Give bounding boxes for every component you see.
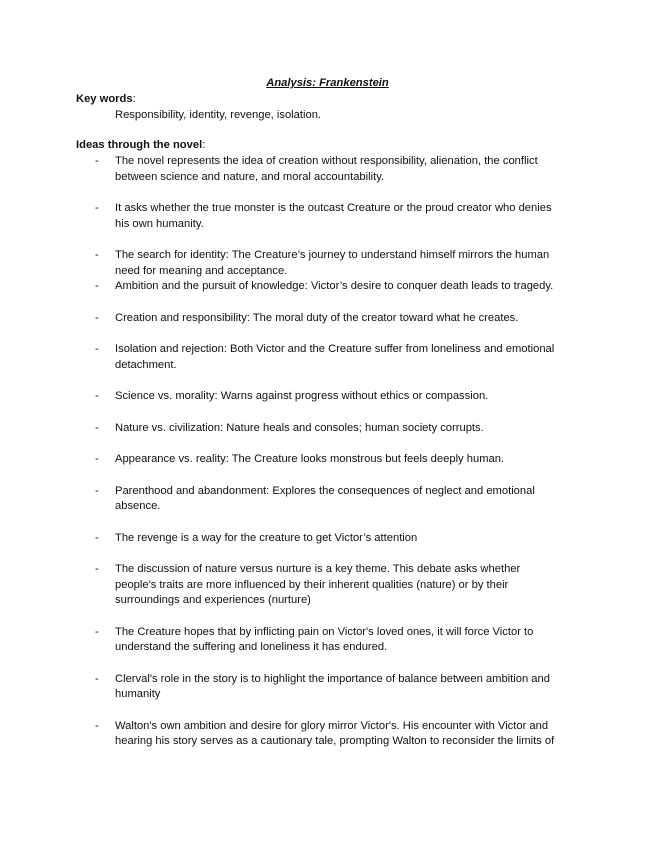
list-item [0,484,655,515]
key-words-heading [76,92,136,108]
bullet-marker: - [95,531,99,544]
bullet-marker: - [95,155,99,167]
list-item-text: Parenthood and abandonment: Explores the consequences of neglect and emotional absence. [115,484,535,512]
list-item-text: It asks whether the true monster is the outcast Creature or the proud creator who denies his own humanity. [115,202,552,230]
key-words-heading-text: Key words [76,93,133,105]
bullet-marker: - [95,280,99,292]
list-item [0,201,655,232]
list-item [0,421,655,437]
bullet-marker: - [95,563,99,575]
ideas-heading-text: Ideas through the novel [76,139,203,151]
list-item-text: The Creature hopes that by inflicting pain on Victor's loved ones, it will force Victor to understand the suffering and loneliness it has endured. [115,625,534,653]
list-item [0,154,655,185]
list-item [0,311,655,327]
ideas-heading-colon: : [202,139,206,151]
list-item-text: The novel represents the idea of creation without responsibility, alienation, the conflict between science and nature, and moral accountability. [115,155,538,183]
list-item-text: The discussion of nature versus nurture is a key theme. This debate asks whether people's traits are more influenced by their inherent qualities (nature) or by their surroundings and experiences (nurture) [115,563,521,606]
bullet-marker: - [95,390,99,402]
list-item [0,342,655,373]
list-item [0,625,655,656]
list-item-text: Nature vs. civilization: Nature heals and consoles; human society corrupts. [115,421,484,434]
list-item [0,248,655,279]
list-item-text: Walton's own ambition and desire for glory mirror Victor's. His encounter with Victor and hearing his story serves as a cautionary tale, prompting Walton to reconsider the limits of [115,719,555,747]
list-item-text: Appearance vs. reality: The Creature looks monstrous but feels deeply human. [115,453,505,465]
list-item [0,672,655,703]
key-words-list: Responsibility, identity, revenge, isolation. [115,109,322,121]
list-item [0,562,655,609]
page-title: Analysis: Frankenstein [266,77,389,89]
bullet-marker: - [95,202,99,214]
bullet-marker: - [95,453,99,465]
ideas-heading [76,138,205,154]
ideas-list [0,154,655,750]
list-item [0,719,655,750]
list-item [0,279,655,295]
bullet-marker: - [95,672,99,685]
list-item [0,389,655,405]
list-item [0,452,655,468]
list-item-text: Science vs. morality: Warns against progress without ethics or compassion. [115,390,489,402]
list-item-text: Creation and responsibility: The moral duty of the creator toward what he creates. [115,311,519,324]
bullet-marker: - [95,625,99,638]
list-item-text: Clerval's role in the story is to highlight the importance of balance between ambition and humanity [115,672,550,700]
bullet-marker: - [95,343,99,355]
list-item [0,531,655,547]
bullet-marker: - [95,249,99,261]
bullet-marker: - [95,421,99,434]
key-words-heading-colon: : [132,93,136,105]
list-item-text: The revenge is a way for the creature to get Victor’s attention [115,531,418,544]
list-item-text: Isolation and rejection: Both Victor and the Creature suffer from loneliness and emotional detachment. [115,343,555,371]
bullet-marker: - [95,311,99,324]
bullet-marker: - [95,484,99,497]
list-item-text: The search for identity: The Creature’s journey to understand himself mirrors the human need for meaning and acceptance. [115,249,550,277]
list-item-text: Ambition and the pursuit of knowledge: Victor’s desire to conquer death leads to tragedy. [115,280,554,292]
bullet-marker: - [95,719,99,732]
